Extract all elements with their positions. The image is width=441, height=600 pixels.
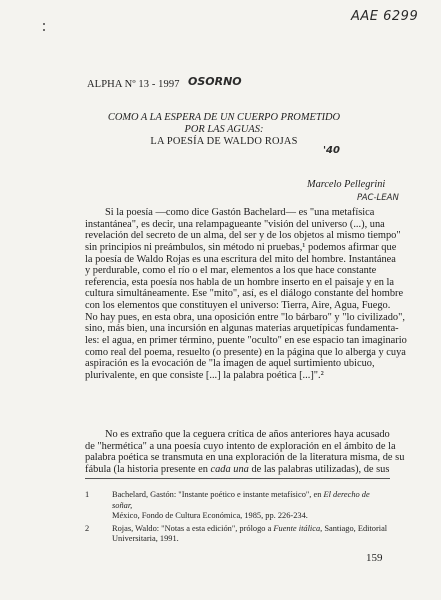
italic-text-run: Fuente itálica [273, 523, 321, 533]
handwritten-annotation-40: '40 [323, 145, 340, 156]
paragraph-line: de "hermética" a una poesía cuyo intento de exploración en el ámbito de la [85, 440, 396, 452]
paragraph-line: No es extraño que la ceguera crítica de años anteriores haya acusado [105, 429, 390, 440]
paragraph-line: como real del poema, resuelto (o presente) en la página que lo alberga y cuya [85, 346, 406, 358]
author-name: Marcelo Pellegrini [307, 179, 386, 190]
scan-speck [43, 23, 45, 25]
paragraph-line: instantánea", es decir, una relampagueante "visión del universo (...), una [85, 218, 385, 230]
paragraph-line: con los elementos que constituyen el universo: Tierra, Aire, Agua, Fuego. [85, 300, 391, 311]
italic-text-run: El derecho de soñar, [112, 490, 370, 510]
footnote-2 [85, 524, 390, 545]
paragraph-1 [85, 207, 407, 381]
footnote-line [112, 524, 390, 535]
paragraph-line: aspiración es la evocación de "la imagen de aquel surtimiento ubicuo, [85, 358, 375, 370]
journal-header: ALPHA Nº 13 - 1997 [87, 79, 180, 90]
scan-speck [43, 29, 45, 31]
handwritten-catalog-number: AAE 6299 [351, 9, 419, 24]
footnote-number: 2 [85, 523, 90, 533]
paragraph-line: Si la poesía —como dice Gastón Bachelard— es "una metafísica [105, 207, 375, 218]
handwritten-annotation-osorno: OSORNO [188, 75, 242, 88]
page-number: 159 [366, 552, 383, 564]
article-subtitle: LA POESÍA DE WALDO ROJAS [150, 136, 298, 147]
paragraph-line: No hay pues, en esta obra, una oposición entre "lo bárbaro" y "lo civilizado", [85, 311, 405, 323]
paragraph-line: la poesía de Waldo Rojas es una escritura del mito del hombre. Instantánea [85, 253, 396, 265]
text-run: , Santiago, Editorial [320, 523, 388, 533]
footnote-1 [85, 490, 390, 522]
paragraph-line: les: el agua, en primer término, puente "oculto" en ese espacio tan imaginario [85, 334, 407, 346]
footnote-number: 1 [85, 490, 90, 499]
text-run: Rojas, Waldo: "Notas a esta edición", prólogo a [112, 523, 274, 533]
paragraph-line: sino, más bien, una incursión en algunas materias arquetípicas fundamenta- [85, 323, 399, 335]
italic-text-run: cada una [210, 463, 249, 475]
footnote-line [112, 490, 390, 511]
article-title-line-2: POR LAS AGUAS: [184, 124, 264, 135]
handwritten-annotation-author: PAC-LEAN [357, 193, 399, 203]
paragraph-line: revelación del secreto de un alma, del ser y de los objetos al mismo tiempo" [85, 230, 401, 242]
footnotes [85, 490, 390, 545]
paragraph-line [85, 464, 390, 476]
paragraph-line: plurivalente, en que consiste [...] la palabra poética [...]".² [85, 369, 324, 381]
paragraph-line: y perdurable, como el río o el mar, elementos a los que hace constante [85, 265, 377, 277]
text-run: de las palabras utilizadas), de sus [248, 463, 390, 475]
paragraph-2 [85, 429, 405, 476]
footnote-line: México, Fondo de Cultura Económica, 1985, pp. 226-234. [112, 511, 308, 520]
paragraph-line: cultura simultáneamente. Ese "mito", así, es el diálogo constante del hombre [85, 288, 404, 300]
paragraph-line: palabra poética se transmuta en una exploración de la literatura misma, de su [85, 452, 405, 464]
article-title-line-1: COMO A LA ESPERA DE UN CUERPO PROMETIDO [107, 112, 341, 123]
footnote-divider [85, 478, 390, 479]
text-run: fábula (la historia presente en [85, 463, 211, 475]
paragraph-line: sin principios ni preámbulos, sin método ni pruebas,¹ podemos afirmar que [85, 241, 397, 253]
footnote-line: Universitaria, 1991. [112, 534, 179, 543]
paragraph-line: referencia, esta poesía nos habla de un hombre inserto en el paisaje y en la [85, 276, 394, 288]
text-run: Bachelard, Gastón: "Instante poético e instante metafísico", en [112, 490, 324, 499]
